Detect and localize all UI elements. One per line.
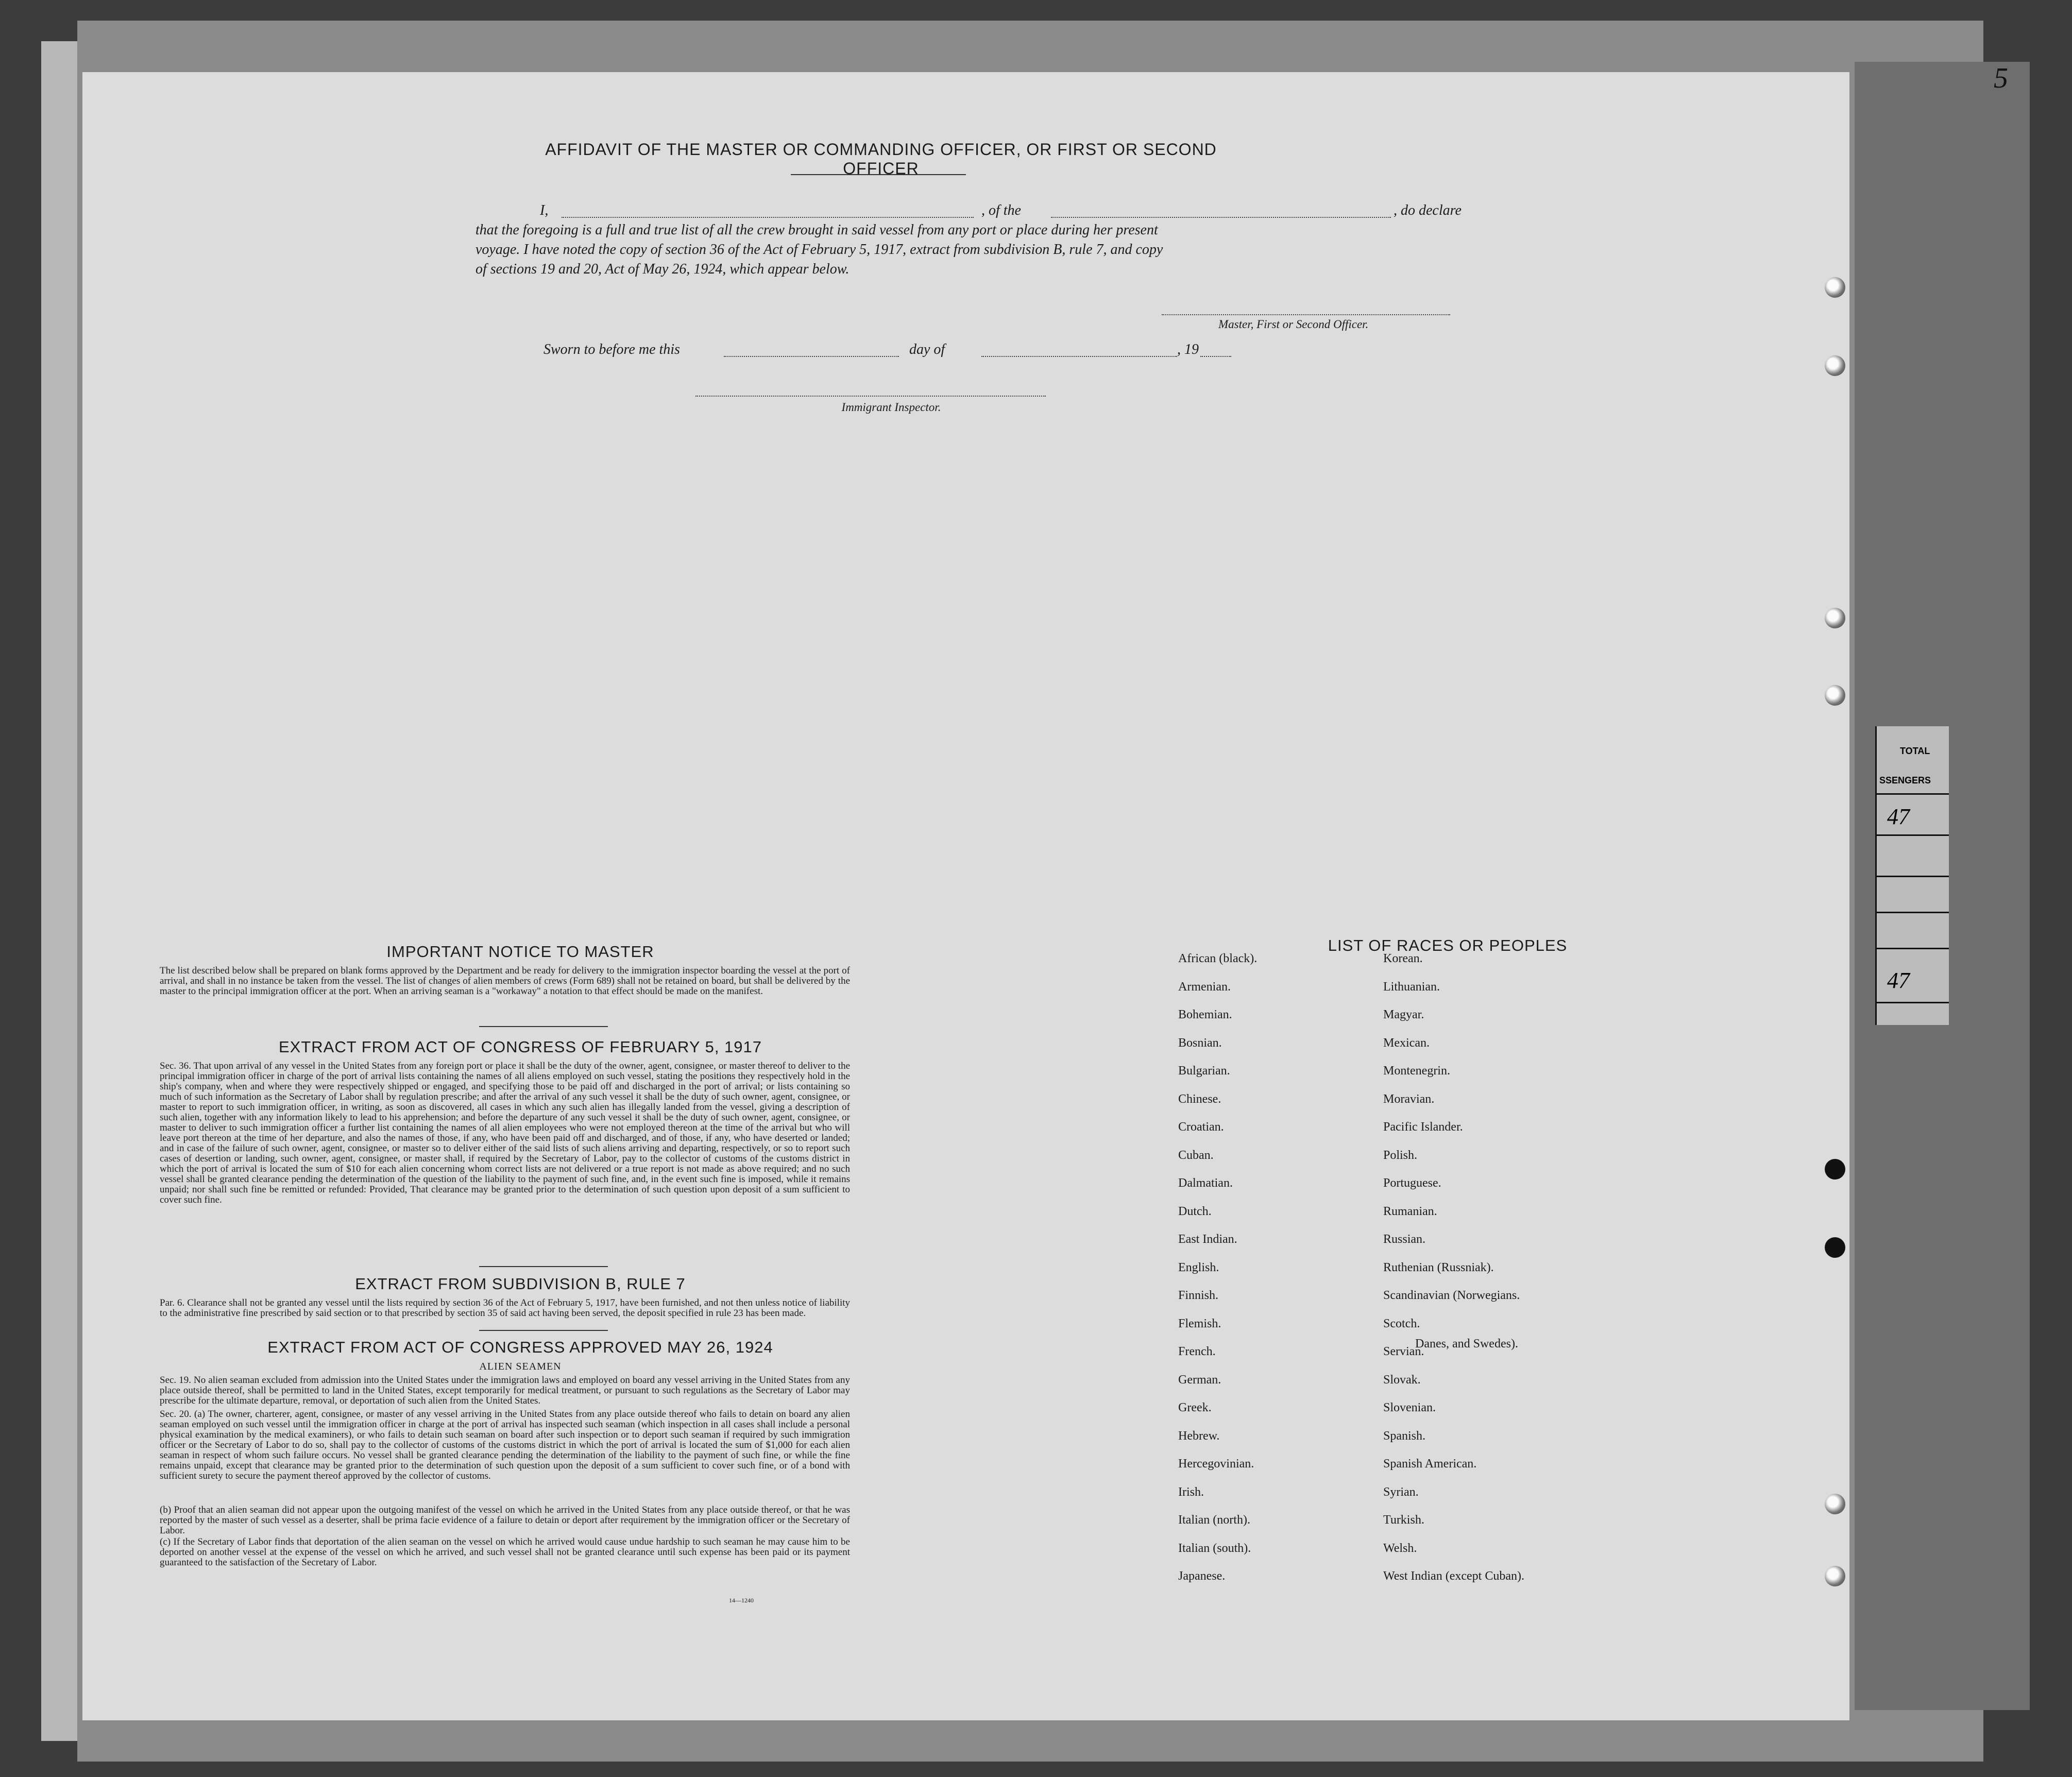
subdivision-b-text: Par. 6. Clearance shall not be granted any vessel until the lists required by section 36 of the Act of February 5, 1917, have been furnished, and not then unless notice of liability to the administrative fine prescribed by said section or to that prescribed by section 35 of said act having been served, the deposit specified in rule 23 has been made. [160,1297,850,1319]
punch-hole [1825,685,1845,706]
race-item: Rumanian. [1383,1204,1437,1218]
race-item: West Indian (except Cuban). [1383,1569,1524,1583]
master-signature-line [1162,314,1450,315]
affidavit-declare: , do declare [1394,202,1462,218]
race-item: Greek. [1178,1401,1212,1414]
race-item: Korean. [1383,952,1423,965]
race-item: Dutch. [1178,1204,1212,1218]
master-signature-label: Master, First or Second Officer. [1218,318,1369,331]
race-scandinavian-continued: Danes, and Swedes). [1415,1337,1518,1351]
punch-hole [1825,1159,1845,1180]
race-item: Lithuanian. [1383,980,1440,994]
manifest-page [82,72,1849,1720]
race-item: Scandinavian (Norwegians. [1383,1289,1520,1302]
punch-hole [1825,1494,1845,1514]
form-number: 14—1240 [729,1597,754,1604]
race-item: East Indian. [1178,1233,1237,1246]
race-item: French. [1178,1345,1216,1358]
race-item: Slovak. [1383,1373,1421,1387]
punch-hole [1825,355,1845,376]
extract-1917-text: Sec. 36. That upon arrival of any vessel in the United States from any foreign port or place it shall be the duty of the owner, agent, consignee, or master thereof to deliver to the principal immigration officer in charge of the port of arrival lists containing the names of all aliens employed on such vessel, stating the positions they respectively hold in the ship's company, when and where they were respectively shipped or engaged, and specifying those to be paid off and discharged in the port of arrival; or lists containing so much of such information as the Secretary of Labor shall by regulation prescribe; and after the arrival of any such vessel it shall be the duty of such owner, agent, consignee, or master to report to such immigration officer, in writing, as soon as discovered, all cases in which any such alien has illegally landed from the vessel, giving a description of such alien, together with any information likely to lead to his apprehension; and before the departure of any such vessel it shall be the duty of such owner, agent, consignee, or master to deliver to such immigration officer a further list containing the names of all alien employees who were not employed thereon at the time of the arrival but who will leave port thereon at the time of her departure, and also the names of those, if any, who have been paid off and discharged, and of those, if any, who have deserted or landed; and in case of the failure of such owner, agent, consignee, or master so to deliver either of the said lists of such aliens arriving and departing, respectively, or so to report such cases of desertion or landing, such owner, agent, consignee, or master shall, if required by the Secretary of Labor, pay to the collector of customs of the customs district in which the port of arrival is located the sum of $10 for each alien concerning whom correct lists are not delivered or a true report is not made as above required; and no such vessel shall be granted clearance pending the determination of the question of the liability to the payment of such fine, and, in the event such fine is imposed, while it remains unpaid; nor shall such fine be remitted or refunded: Provided, That clearance may be granted prior to the determination of such question upon deposit of a sum sufficient to cover such fine. [160,1061,850,1205]
inspector-signature-line [695,396,1046,397]
extract-1924-title: EXTRACT FROM ACT OF CONGRESS APPROVED MAY 26, 1924 [267,1338,773,1356]
punch-hole [1825,1237,1845,1258]
inspector-label: Immigrant Inspector. [841,401,941,414]
race-item: Armenian. [1178,980,1231,994]
extract-1924-sec19: Sec. 19. No alien seaman excluded from admission into the United States under the immigration laws and employed on board any vessel arriving in the United States from any place outside thereof, shall be permitted to land in the United States, except temporarily for medical treatment, or pursuant to such regulations as the Secretary of Labor may prescribe for the ultimate departure, removal, or deportation of such alien from the United States. [160,1375,850,1406]
punch-hole [1825,1566,1845,1586]
race-item: Scotch. [1383,1317,1420,1330]
race-item: Syrian. [1383,1485,1419,1499]
divider [791,174,966,175]
tally-header-2: SSENGERS [1879,775,1931,785]
divider [479,1266,608,1267]
race-item: Bosnian. [1178,1036,1222,1050]
race-item: Chinese. [1178,1092,1221,1106]
name-line [562,217,974,218]
race-item: Hebrew. [1178,1429,1220,1443]
race-item: Bohemian. [1178,1008,1232,1021]
tally-header-1: TOTAL [1900,746,1930,756]
notice-title: IMPORTANT NOTICE TO MASTER [386,943,654,961]
affidavit-i: I, [540,202,549,218]
affidavit-line-2: that the foregoing is a full and true list of all the crew brought in said vessel from any port or place during her present [475,222,1158,238]
race-item: Bulgarian. [1178,1064,1230,1078]
race-item: Slovenian. [1383,1401,1436,1414]
races-column-2 [1383,952,1692,1714]
sworn-year-line [1200,356,1231,357]
affidavit-line-3: voyage. I have noted the copy of section 36 of the Act of February 5, 1917, extract from subdivision B, rule 7, and copy [475,242,1163,258]
tally-value-2: 47 [1887,968,1910,993]
race-item: Flemish. [1178,1317,1221,1330]
race-item: German. [1178,1373,1221,1387]
race-item: Mexican. [1383,1036,1430,1050]
extract-1924-sec20c: (c) If the Secretary of Labor finds that deportation of the alien seaman on the vessel on which he arrived would cause undue hardship to such seaman he may cause him to be deported on another vessel at the expense of the vessel on which he arrived, and such vessel shall not be granted clearance until such expense has been paid or its payment guaranteed to the satisfaction of the Secretary of Labor. [160,1536,850,1568]
extract-1924-sec20b: (b) Proof that an alien seaman did not appear upon the outgoing manifest of the vessel on which he arrived in the United States from any place outside thereof, or that he was reported by the master of such vessel as a deserter, shall be prima facie evidence of a failure to detain or deport after requirement by the immigration officer or the Secretary of Labor. [160,1505,850,1536]
race-item: Magyar. [1383,1008,1424,1021]
race-item: Welsh. [1383,1541,1417,1555]
race-item: Pacific Islander. [1383,1120,1463,1134]
sworn-day-line [724,356,899,357]
race-item: Hercegovinian. [1178,1457,1254,1471]
race-item: English. [1178,1260,1219,1274]
punch-hole [1825,608,1845,628]
race-item: Spanish. [1383,1429,1426,1443]
affidavit-of-the: , of the [981,202,1021,218]
race-item: Croatian. [1178,1120,1224,1134]
race-item: Moravian. [1383,1092,1435,1106]
affidavit-line-4: of sections 19 and 20, Act of May 26, 1924, which appear below. [475,261,850,277]
race-item: Italian (south). [1178,1541,1251,1555]
extract-1924-sec20a: Sec. 20. (a) The owner, charterer, agent, consignee, or master of any vessel arriving in the United States from any place outside thereof who fails to detain on board any alien seaman employed on such vessel until the immigration officer in charge at the port of arrival has inspected such seaman (which inspection in all cases shall include a personal physical examination by the medical examiners), or who fails to detain such seaman on board after such inspection or to deport such seaman if required by such immigration officer or the Secretary of Labor to do so, shall pay to the collector of customs of the customs district in which the port of arrival is located the sum of $1,000 for each alien seaman in respect of whom such failure occurs. No vessel shall be granted clearance pending the determination of the liability to the payment of such fine, or while the fine remains unpaid, except that clearance may be granted prior to the determination of such question upon the deposit of a sum sufficient to cover such fine, or of a bond with sufficient surety to secure the payment thereof approved by the collector of customs. [160,1409,850,1481]
sworn-month-line [981,356,1177,357]
vessel-line [1051,217,1391,218]
sworn-day-of: day of [909,341,945,357]
tally-value-1: 47 [1887,804,1910,829]
races-title: LIST OF RACES OR PEOPLES [1328,936,1568,954]
race-item: Servian. [1383,1345,1424,1358]
passenger-tally-box [1875,726,1949,1025]
extract-1924-subtitle: ALIEN SEAMEN [479,1361,562,1372]
race-item: Japanese. [1178,1569,1226,1583]
race-item: Spanish American. [1383,1457,1477,1471]
extract-1917-title: EXTRACT FROM ACT OF CONGRESS OF FEBRUARY 5, 1917 [278,1038,762,1056]
race-item: Ruthenian (Russniak). [1383,1260,1494,1274]
race-item: Turkish. [1383,1513,1424,1527]
corner-mark: 5 [1994,62,2008,94]
punch-hole [1825,277,1845,298]
race-item: Polish. [1383,1148,1418,1162]
race-item: Italian (north). [1178,1513,1250,1527]
race-item: Cuban. [1178,1148,1214,1162]
affidavit-title: AFFIDAVIT OF THE MASTER OR COMMANDING OFFICER, OR FIRST OR SECOND OFFICER [545,140,1217,178]
sworn-year: , 19 [1177,341,1199,357]
subdivision-b-title: EXTRACT FROM SUBDIVISION B, RULE 7 [355,1275,686,1293]
notice-text: The list described below shall be prepared on blank forms approved by the Department and be ready for delivery to the immigration inspector boarding the vessel at the port of arrival, and shall in no instance be taken from the vessel. The list of changes of alien members of crews (Form 689) shall not be retained on board, but shall be delivered by the master to the principal immigration officer at the port. When an arriving seaman is a "workaway" a notation to that effect should be made on the manifest. [160,965,850,997]
race-item: African (black). [1178,952,1258,965]
race-item: Irish. [1178,1485,1204,1499]
race-item: Portuguese. [1383,1176,1441,1190]
races-column-1 [1177,952,1383,1714]
race-item: Finnish. [1178,1289,1219,1302]
race-item: Dalmatian. [1178,1176,1233,1190]
race-item: Russian. [1383,1233,1426,1246]
race-item: Montenegrin. [1383,1064,1450,1078]
divider [479,1330,608,1331]
sworn-prefix: Sworn to before me this [544,341,680,357]
divider [479,1026,608,1027]
